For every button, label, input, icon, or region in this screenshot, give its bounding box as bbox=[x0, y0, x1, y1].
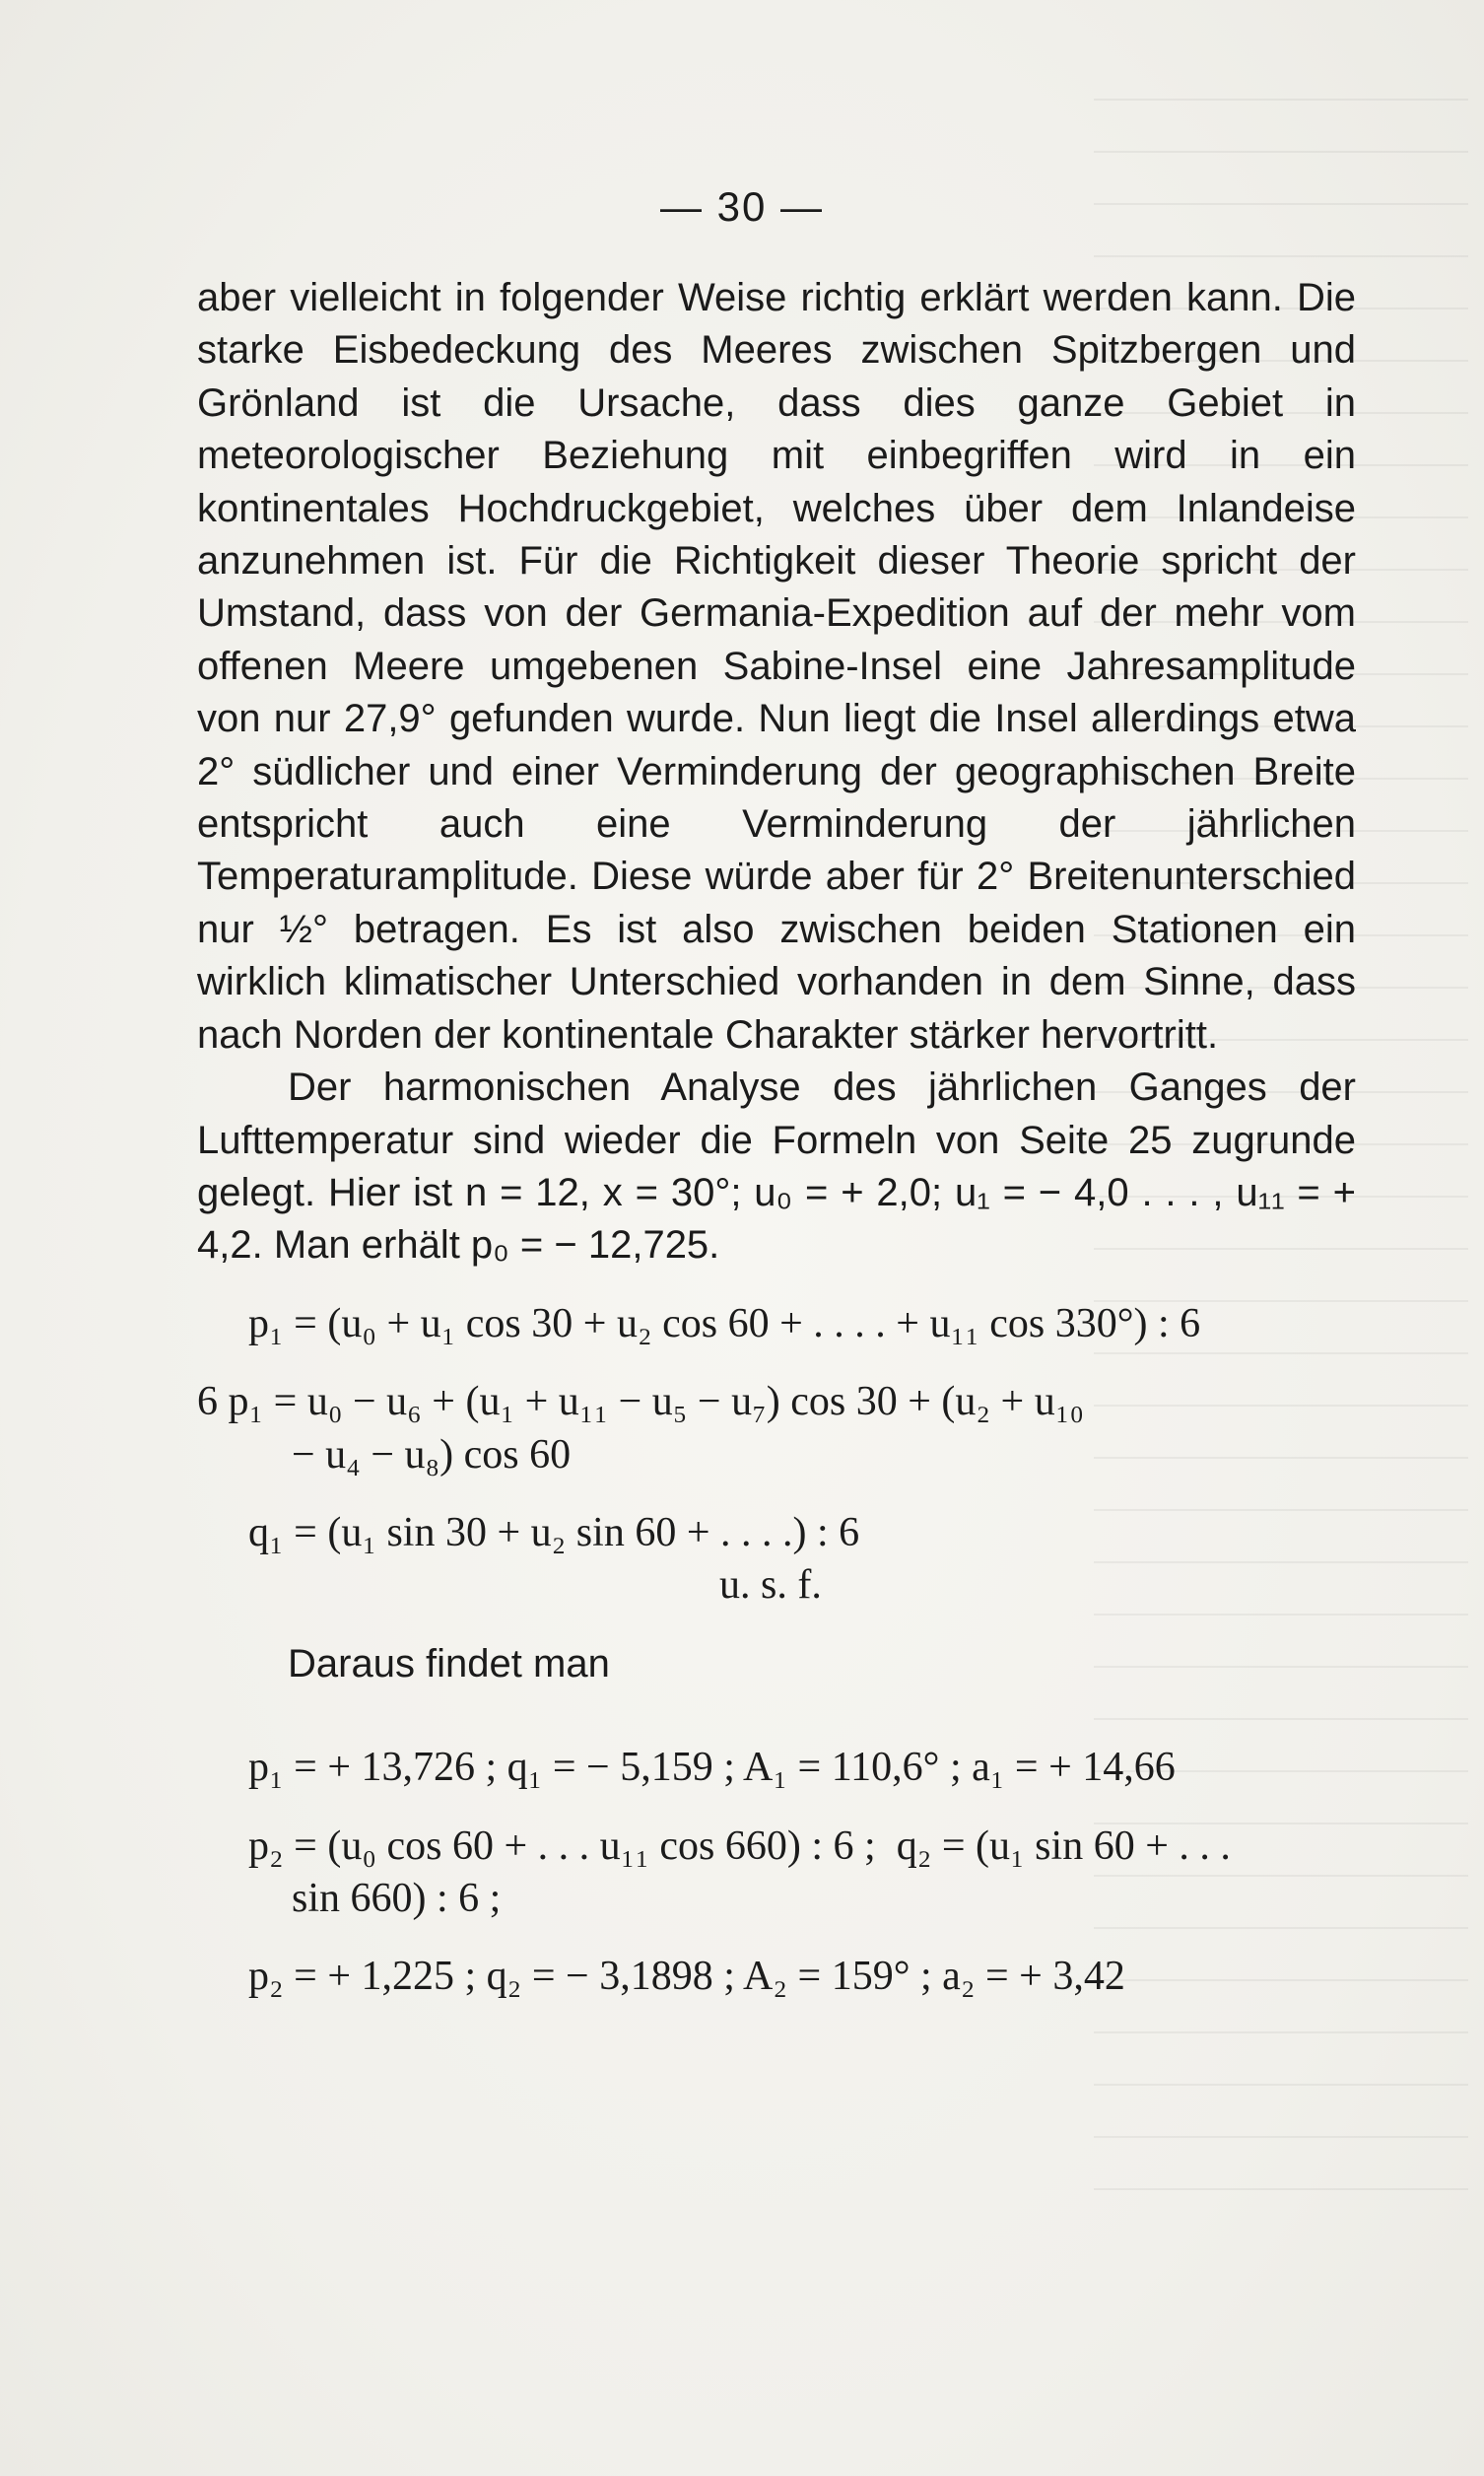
page-number: — 30 — bbox=[659, 183, 825, 230]
daraus-line: Daraus findet man bbox=[288, 1641, 610, 1685]
formula-p2-q2-line1: p₂ = (u₀ cos 60 + . . . u₁₁ cos 660) : 6 ; q₂ = (u₁ sin 60 + . . . bbox=[248, 1823, 1231, 1869]
result-p1-q1: p₁ = + 13,726 ; q₁ = − 5,159 ; A₁ = 110,6° ; a₁ = + 14,66 bbox=[248, 1745, 1176, 1791]
result-p2-q2: p₂ = + 1,225 ; q₂ = − 3,1898 ; A₂ = 159° ; a₂ = + 3,42 bbox=[248, 1954, 1125, 2000]
formula-p1: p₁ = (u₀ + u₁ cos 30 + u₂ cos 60 + . . . . + u₁₁ cos 330°) : 6 bbox=[248, 1300, 1201, 1346]
formula-6p1-line2: − u₄ − u₈) cos 60 bbox=[292, 1431, 572, 1478]
paragraph-1: aber vielleicht in folgender Weise richtig erklärt werden kann. Die starke Eisbedeckung des Meeres zwischen Spitzbergen und Grönland ist die Ursache, dass dies ganze Gebiet in meteorologischer Beziehung mit einbegriffen wird in ein kontinentales Hochdruckgebiet, welches über dem Inlandeise anzunehmen ist. Für die Richtigkeit dieser Theorie spricht der Umstand, dass von der Germania-Expedition auf der mehr vom offenen Meere umgebenen Sabine-Insel eine Jahresamplitude von nur 27,9° gefunden wurde. Nun liegt die Insel allerdings etwa 2° südlicher und einer Verminderung der geographischen Breite entspricht auch eine Verminderung der jährlichen Temperaturamplitude. Diese würde aber für 2° Breitenunterschied nur ½° betragen. Es ist also zwischen beiden Stationen ein wirklich klimatischer Unterschied vorhanden in dem Sinne, dass nach Norden der kontinentale Charakter stärker hervortritt. bbox=[197, 276, 1356, 1057]
page-body bbox=[197, 272, 1356, 2004]
formula-p2-q2-line2: sin 660) : 6 ; bbox=[292, 1875, 502, 1921]
formula-6p1-line1: 6 p₁ = u₀ − u₆ + (u₁ + u₁₁ − u₅ − u₇) cos 30 + (u₂ + u₁₀ bbox=[197, 1379, 1085, 1425]
usf-abbreviation: u. s. f. bbox=[719, 1562, 822, 1609]
formula-q1: q₁ = (u₁ sin 30 + u₂ sin 60 + . . . .) : 6 bbox=[248, 1509, 860, 1555]
paragraph-2: Der harmonischen Analyse des jährlichen Ganges der Lufttemperatur sind wieder die Formeln von Seite 25 zugrunde gelegt. Hier ist n = 12, x = 30°; u₀ = + 2,0; u₁ = − 4,0 . . . , u₁₁ = + 4,2. Man erhält p₀ = − 12,725. bbox=[197, 1066, 1356, 1268]
